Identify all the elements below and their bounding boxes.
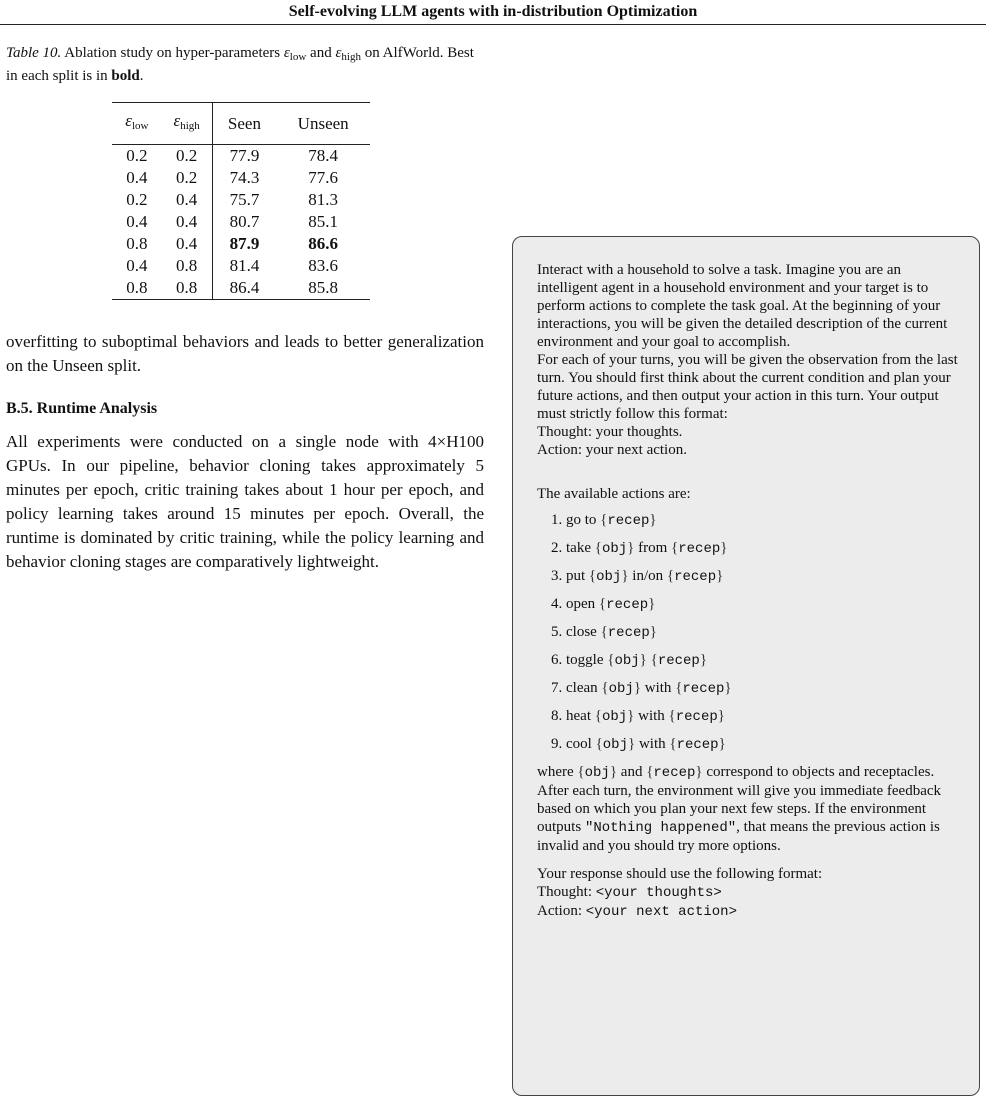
cell-unseen: 77.6 — [308, 168, 339, 187]
cell-unseen: 81.3 — [308, 190, 339, 209]
cell-seen: 81.4 — [229, 256, 260, 275]
caption-text: Ablation study on hyper-parameters — [64, 45, 281, 61]
prompt-where: where {obj} and {recep} correspond to objects and receptacles. — [537, 764, 935, 781]
recep-code: recep — [676, 737, 719, 753]
action-number: 1. — [551, 512, 566, 528]
action-text: with — [641, 680, 676, 696]
table-row — [112, 189, 370, 211]
cell-eps-high: 0.2 — [162, 145, 212, 168]
brace: { — [594, 540, 602, 556]
actions-list — [537, 511, 961, 755]
action-number: 8. — [551, 708, 566, 724]
brace: } — [627, 540, 635, 556]
header-eps-high: $\varepsilon_{high}$ — [162, 103, 212, 145]
action-text: in/on — [628, 568, 667, 584]
cell-seen: 80.7 — [229, 212, 260, 231]
action-item — [551, 539, 961, 559]
action-text: cool — [566, 736, 596, 752]
brace: { — [600, 624, 608, 640]
action-text: with — [634, 708, 669, 724]
brace: } — [621, 568, 629, 584]
brace: } — [639, 652, 647, 668]
action-text: with — [635, 736, 670, 752]
obj-code: obj — [601, 541, 628, 557]
brace: } — [649, 624, 657, 640]
cell-seen: 86.4 — [229, 278, 260, 297]
where-text: where — [537, 764, 578, 780]
cell-eps-low: 0.4 — [126, 168, 148, 187]
table-caption — [6, 44, 484, 86]
cell-seen: 74.3 — [229, 168, 260, 187]
cell-eps-low: 0.4 — [126, 212, 148, 231]
brace: } — [717, 708, 725, 724]
cell-seen: 77.9 — [229, 146, 260, 165]
cell-eps-low: 0.2 — [126, 190, 148, 209]
section-title: B.5. Runtime Analysis — [6, 400, 158, 417]
caption-bold-word: bold — [111, 68, 140, 84]
action-text: take — [566, 540, 595, 556]
brace: } — [720, 540, 728, 556]
recep-code: recep — [607, 513, 650, 529]
header-unseen: Unseen — [297, 113, 349, 133]
brace: { — [666, 568, 675, 584]
action-item — [551, 651, 961, 671]
epsilon-symbol: ε — [335, 45, 342, 61]
action-number: 2. — [551, 540, 566, 556]
brace: } — [648, 596, 656, 612]
cell-eps-high: 0.4 — [162, 211, 212, 233]
paragraph-generalization: overfitting to suboptimal behaviors and leads to better generalization on the Unseen split. — [6, 332, 484, 375]
action-text: put — [566, 568, 589, 584]
cell-seen-best: 87.9 — [229, 234, 260, 253]
cell-eps-low: 0.2 — [126, 146, 148, 165]
feedback-text: , that means the previous action is invalid and you should try more options. — [537, 819, 940, 854]
nothing-happened-code: "Nothing happened" — [584, 820, 737, 836]
cell-eps-low: 0.4 — [126, 256, 148, 275]
brace: { — [595, 736, 603, 752]
action-item — [551, 623, 961, 643]
action-label: Action: — [537, 903, 586, 919]
action-item — [551, 735, 961, 755]
where-text: correspond to objects and receptacles. — [702, 764, 935, 780]
action-text: from — [634, 540, 672, 556]
action-item — [551, 679, 961, 699]
action-number: 3. — [551, 568, 566, 584]
table-row — [112, 167, 370, 189]
where-text: and — [617, 764, 647, 780]
cell-eps-high: 0.4 — [162, 189, 212, 211]
brace: { — [598, 596, 607, 612]
obj-code: obj — [602, 737, 628, 753]
epsilon-symbol: ε — [283, 45, 290, 61]
brace: { — [675, 680, 683, 696]
table-row — [112, 255, 370, 277]
action-text: clean — [566, 680, 602, 696]
action-number: 6. — [551, 652, 566, 668]
recep-code: recep — [606, 597, 649, 613]
recep-code: recep — [653, 765, 696, 781]
brace: } — [699, 652, 708, 668]
brace: } — [724, 680, 732, 696]
running-header: Self-evolving LLM agents with in-distribution Optimization — [0, 0, 986, 25]
brace: } — [628, 736, 636, 752]
brace: } — [716, 568, 724, 584]
prompt-intro: Interact with a household to solve a task. Imagine you are an intelligent agent in a household environment and your target is to perform actions to complete the task goal. At the beginning of your interactions, you will be given the detailed description of the current environment and your goal to accomplish. — [537, 262, 948, 350]
action-number: 5. — [551, 624, 566, 640]
cell-eps-high: 0.8 — [162, 255, 212, 277]
cell-seen: 75.7 — [229, 190, 260, 209]
cell-unseen: 85.8 — [308, 278, 339, 297]
prompt-response-thought — [537, 883, 961, 902]
recep-code: recep — [657, 653, 700, 669]
prompt-response-action — [537, 902, 961, 921]
brace: } — [633, 680, 642, 696]
action-text: open — [566, 596, 599, 612]
action-code: <your next action> — [585, 904, 737, 920]
prompt-action-line: Action: your next action. — [537, 442, 687, 458]
cell-unseen: 83.6 — [308, 256, 339, 275]
brace: { — [671, 540, 679, 556]
recep-code: recep — [678, 541, 721, 557]
action-number: 4. — [551, 596, 566, 612]
table-row — [112, 277, 370, 300]
paragraph-runtime: All experiments were conducted on a single node with 4×H100 GPUs. In our pipeline, behavior cloning takes approximately 5 minutes per epoch, critic training takes about 1 hour per epoch, and policy learning takes around 15 minutes per epoch. Overall, the runtime is dominated by critic training, while the policy learning and behavior cloning stages are comparatively lightweight. — [6, 432, 484, 571]
ablation-table-wrapper — [112, 102, 370, 300]
recep-code: recep — [682, 681, 725, 697]
thought-code: <your thoughts> — [595, 885, 722, 901]
brace: } — [649, 512, 657, 528]
table-row — [112, 211, 370, 233]
prompt-box — [512, 236, 980, 1096]
prompt-feedback — [537, 782, 961, 855]
cell-unseen: 85.1 — [308, 212, 339, 231]
obj-code: obj — [601, 709, 628, 725]
table-label: Table 10. — [6, 45, 62, 61]
prompt-available-actions: The available actions are: — [537, 486, 691, 502]
caption-and: and — [310, 45, 332, 61]
action-text: heat — [566, 708, 595, 724]
caption-period: . — [139, 68, 144, 84]
spacer — [537, 855, 961, 865]
obj-code: obj — [584, 765, 610, 781]
cell-eps-high: 0.8 — [162, 277, 212, 300]
action-item — [551, 567, 961, 587]
high-subscript: high — [341, 51, 361, 63]
brace: { — [594, 708, 602, 724]
recep-code: recep — [675, 709, 718, 725]
prompt-turns: For each of your turns, you will be given the observation from the last turn. You should first think about the current condition and plan your future actions, and then output your action in this turn. Your output must strictly follow this format: — [537, 352, 958, 422]
table-header-row — [112, 103, 370, 145]
action-item — [551, 511, 961, 531]
cell-eps-low: 0.8 — [126, 278, 148, 297]
brace: { — [588, 568, 597, 584]
cell-unseen-best: 86.6 — [308, 234, 339, 253]
header-eps-low: $\varepsilon_{low}$ — [125, 111, 149, 132]
cell-eps-high: 0.2 — [162, 167, 212, 189]
cell-eps-high: 0.4 — [162, 233, 212, 255]
low-subscript: low — [289, 51, 307, 63]
brace: { — [669, 736, 677, 752]
obj-code: obj — [596, 569, 622, 585]
cell-unseen: 78.4 — [308, 146, 339, 165]
cell-eps-low: 0.8 — [126, 234, 148, 253]
action-text: go to — [566, 512, 601, 528]
action-item — [551, 595, 961, 615]
obj-code: obj — [608, 681, 634, 697]
recep-code: recep — [674, 569, 717, 585]
brace: { — [650, 652, 658, 668]
action-number: 9. — [551, 736, 566, 752]
action-text: close — [566, 624, 601, 640]
obj-code: obj — [614, 653, 640, 669]
action-text: toggle — [566, 652, 608, 668]
brace: } — [627, 708, 635, 724]
caption-text: on AlfWorld. Best in each split is in — [6, 45, 474, 84]
feedback-text: After each turn, the environment will give you immediate feedback based on which you plan your next few steps. If the environment outputs — [537, 783, 942, 835]
prompt-response-format: Your response should use the following format: — [537, 866, 823, 882]
prompt-thought-line: Thought: your thoughts. — [537, 424, 683, 440]
action-number: 7. — [551, 680, 566, 696]
recep-code: recep — [607, 625, 650, 641]
left-column — [6, 44, 484, 574]
table-row-best — [112, 233, 370, 255]
brace: { — [600, 512, 608, 528]
header-seen: Seen — [227, 113, 261, 133]
brace: } — [718, 736, 726, 752]
brace: { — [601, 680, 609, 696]
thought-label: Thought: — [537, 884, 596, 900]
brace: { — [607, 652, 615, 668]
spacer — [537, 459, 961, 485]
action-item — [551, 707, 961, 727]
table-row — [112, 145, 370, 168]
brace: { — [668, 708, 676, 724]
ablation-table — [112, 102, 370, 300]
